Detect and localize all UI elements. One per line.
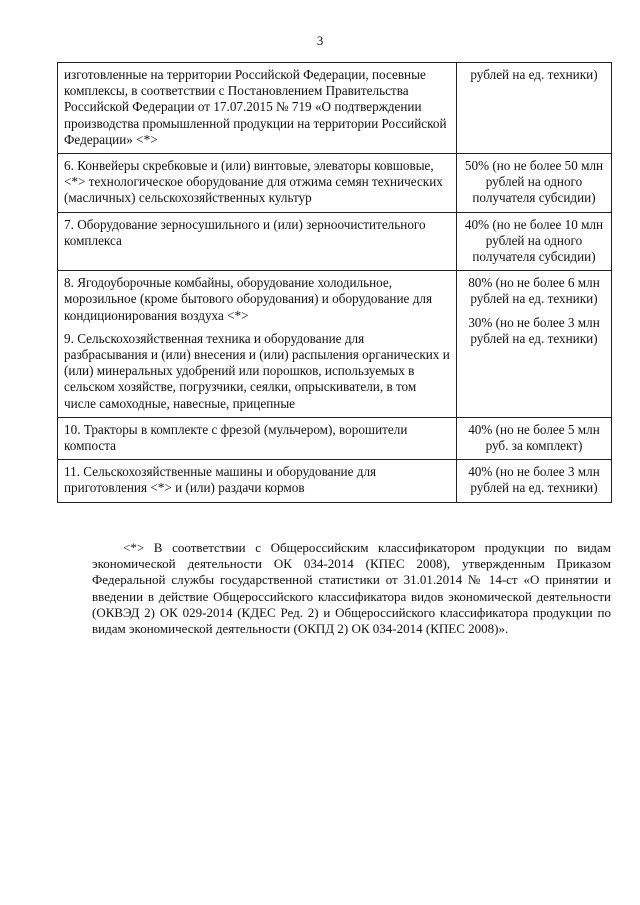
table-row [58, 212, 612, 271]
equipment-description-cell [58, 212, 457, 271]
subsidy-amount: рублей на ед. техники) [470, 67, 598, 82]
footnote: <*> В соответствии с Общероссийским классификатором продукции по видам экономической деятельности ОК 034-2014 (КПЕС 2008), утвержденным Приказом Федеральной службы государственной статистики от 31.01.2014 № 14-ст «О принятии и введении в действие Общероссийского классификатора видов экономической деятельности (ОКВЭД 2) ОК 029-2014 (КДЕС Ред. 2) и Общероссийского классификатора продукции по видам экономической деятельности (ОКПД 2) ОК 034-2014 (КПЕС 2008)». [92, 540, 611, 637]
page-number: 3 [316, 33, 324, 48]
table-row [58, 460, 612, 502]
equipment-description: 11. Сельскохозяйственные машины и оборудование для приготовления <*> и (или) раздачи кормов [64, 464, 377, 496]
equipment-description-cell [58, 460, 457, 502]
subsidy-amount: 40% (но не более 3 млн рублей на ед. техники) [468, 464, 600, 496]
table-row [58, 417, 612, 459]
equipment-description: 8. Ягодоуборочные комбайны, оборудование холодильное, морозильное (кроме бытового оборудования) и оборудование для кондиционирования воздуха <*> [64, 275, 433, 323]
subsidy-amount-cell [457, 154, 612, 213]
equipment-description: 6. Конвейеры скребковые и (или) винтовые, элеваторы ковшовые, <*> технологическое оборудование для отжима семян технических (масличных) сельскохозяйственных культур [64, 158, 443, 206]
subsidy-table [57, 62, 612, 503]
equipment-description: 9. Сельскохозяйственная техника и оборудование для разбрасывания и (или) внесения и (или) распыления органических и (или) минеральных удобрений или порошков, используемых в сельском хозяйстве, погрузчики, сеялки, опрыскиватели, в том числе самоходные, навесные, прицепные [64, 330, 450, 411]
subsidy-amount-cell [457, 417, 612, 459]
subsidy-amount-cell [457, 63, 612, 154]
equipment-description: 7. Оборудование зерносушильного и (или) зерноочистительного комплекса [64, 216, 426, 248]
equipment-description-cell [58, 417, 457, 459]
equipment-description: 10. Тракторы в комплекте с фрезой (мульчером), ворошители компоста [64, 421, 408, 454]
equipment-description: изготовленные на территории Российской Федерации, посевные комплексы, в соответствии с Постановлением Правительства Российской Федерации от 17.07.2015 № 719 «О подтверждении производства промышленной продукции на территории Российской Федерации» <*> [64, 67, 447, 147]
equipment-description-cell [58, 271, 457, 418]
table-row [58, 154, 612, 213]
subsidy-amount: 40% (но не более 5 млн руб. за комплект) [468, 421, 600, 454]
subsidy-amount: 40% (но не более 10 млн рублей на одного получателя субсидии) [464, 216, 604, 265]
subsidy-amount-cell [457, 212, 612, 271]
subsidy-amount: 80% (но не более 6 млн рублей на ед. техники) [468, 275, 600, 307]
equipment-description-cell [58, 154, 457, 213]
subsidy-amount-cell [457, 271, 612, 418]
equipment-description-cell [58, 63, 457, 154]
subsidy-amount: 50% (но не более 50 млн рублей на одного получателя субсидии) [464, 158, 604, 206]
subsidy-amount: 30% (но не более 3 млн рублей на ед. техники) [468, 314, 600, 346]
subsidy-amount-cell [457, 460, 612, 502]
table-row [58, 271, 612, 418]
table-row [58, 63, 612, 154]
